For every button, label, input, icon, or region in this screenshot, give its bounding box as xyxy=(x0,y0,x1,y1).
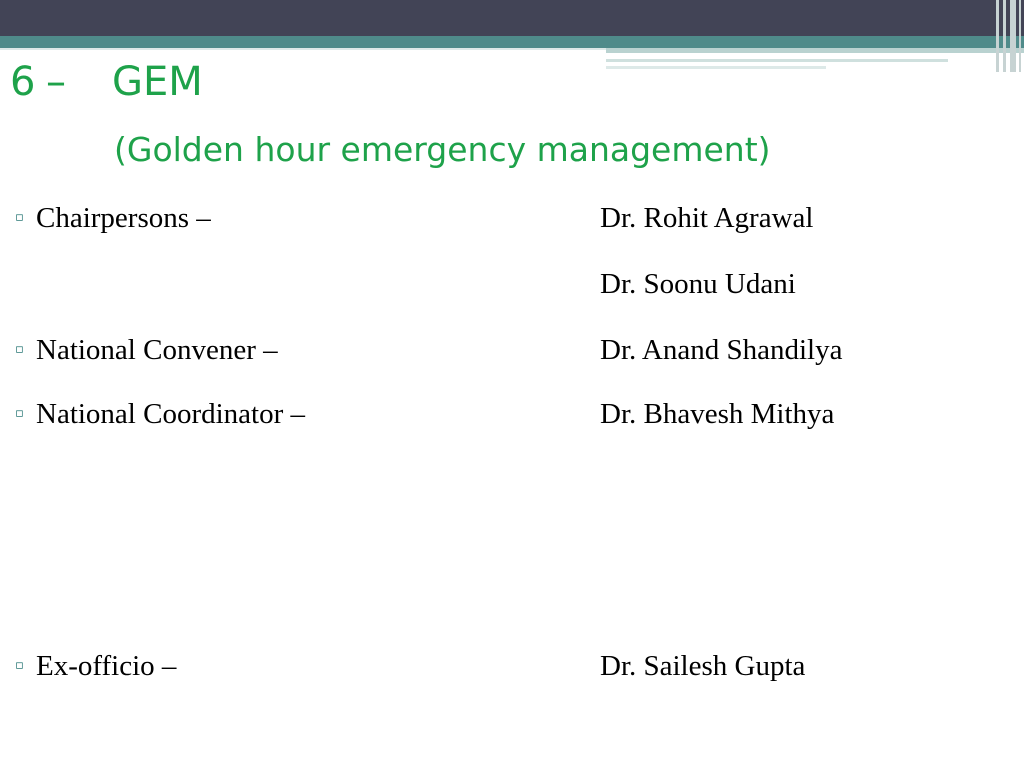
header-light-line-2 xyxy=(606,59,948,62)
header-teal-band xyxy=(0,36,1024,48)
slide-title xyxy=(10,59,203,105)
list-item xyxy=(0,398,1024,438)
header-dark-band xyxy=(0,0,1024,36)
role-label: National Convener – xyxy=(36,334,278,366)
bullet-icon: ▫ xyxy=(15,342,24,357)
title-text: GEM xyxy=(112,59,203,105)
stripe xyxy=(1003,0,1006,72)
slide-subtitle: (Golden hour emergency management) xyxy=(114,130,771,169)
bullet-icon: ▫ xyxy=(15,406,24,421)
header-vertical-stripes xyxy=(994,0,1024,72)
stripe xyxy=(996,0,999,72)
stripe xyxy=(1010,0,1016,72)
member-name: Dr. Anand Shandilya xyxy=(600,334,843,366)
member-name: Dr. Soonu Udani xyxy=(600,268,796,300)
member-name: Dr. Rohit Agrawal xyxy=(600,202,814,234)
header-light-line-3 xyxy=(606,66,826,69)
member-name: Dr. Sailesh Gupta xyxy=(600,650,806,682)
stripe xyxy=(1019,0,1021,72)
list-item xyxy=(0,334,1024,374)
member-name: Dr. Bhavesh Mithya xyxy=(600,398,835,430)
header-light-line-left xyxy=(0,48,606,50)
bullet-icon: ▫ xyxy=(15,210,24,225)
list-item-continuation xyxy=(0,268,1024,308)
role-label: National Coordinator – xyxy=(36,398,306,430)
list-item xyxy=(0,202,1024,242)
bullet-icon: ▫ xyxy=(15,658,24,673)
title-dash: – xyxy=(46,59,66,105)
list-item xyxy=(0,650,1024,690)
role-label: Chairpersons – xyxy=(36,202,211,234)
role-label: Ex-officio – xyxy=(36,650,177,682)
header-light-line-1 xyxy=(606,48,1024,53)
title-number: 6 xyxy=(10,59,36,105)
